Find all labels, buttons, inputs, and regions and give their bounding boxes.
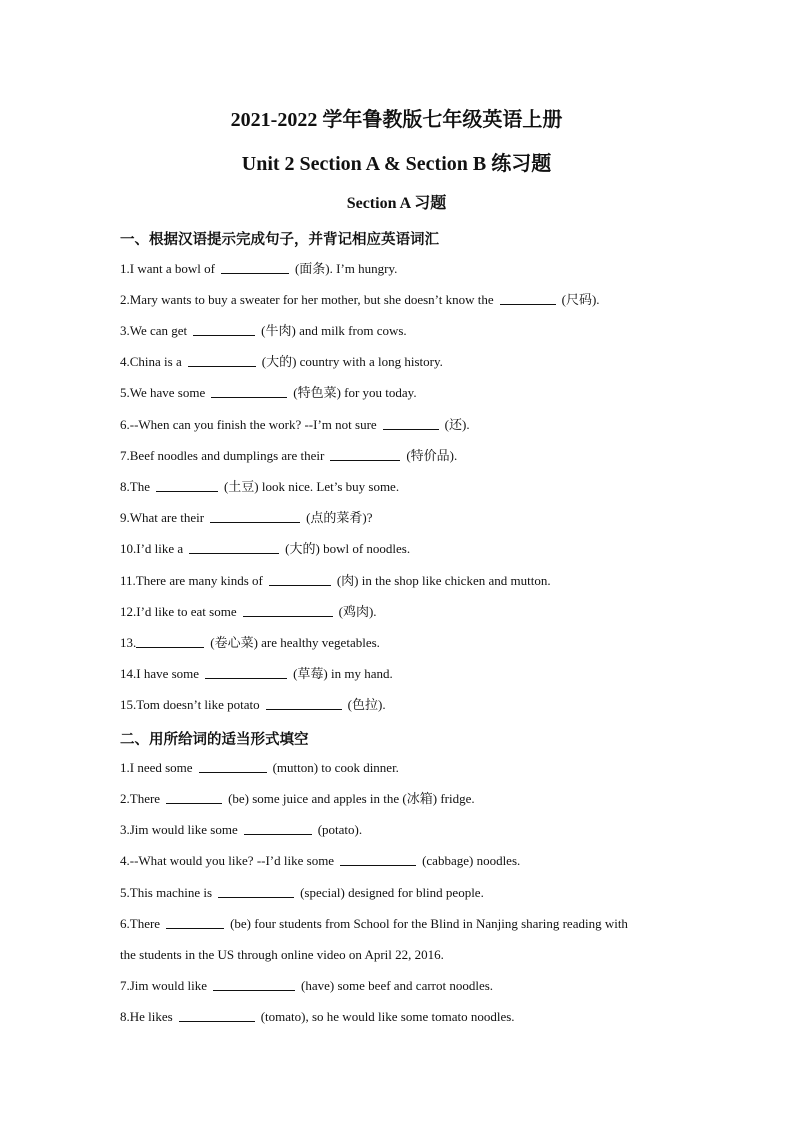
exercise-line: 1.I need some (mutton) to cook dinner. <box>120 760 399 775</box>
exercise-line: 14.I have some (草莓) in my hand. <box>120 666 393 681</box>
answer-blank[interactable] <box>205 677 287 679</box>
part2-heading: 二、用所给词的适当形式填空 <box>120 732 309 748</box>
answer-blank[interactable] <box>211 396 287 398</box>
answer-blank[interactable] <box>269 584 331 586</box>
answer-blank[interactable] <box>210 521 300 523</box>
answer-blank[interactable] <box>221 272 289 274</box>
exercise-line: 4.China is a (大的) country with a long history. <box>120 354 443 369</box>
exercise-line: 6.--When can you finish the work? --I’m not sure (还). <box>120 417 470 432</box>
exercise-line: 8.He likes (tomato), so he would like some tomato noodles. <box>120 1009 515 1024</box>
document-title: 2021-2022 学年鲁教版七年级英语上册 <box>230 109 563 131</box>
part1-heading: 一、根据汉语提示完成句子，并背记相应英语词汇 <box>120 232 439 248</box>
exercise-line: 9.What are their (点的菜肴)? <box>120 510 373 525</box>
exercise-line: 6.There (be) four students from School for the Blind in Nanjing sharing reading with <box>120 916 628 931</box>
answer-blank[interactable] <box>213 989 295 991</box>
exercise-line: 15.Tom doesn’t like potato (色拉). <box>120 697 386 712</box>
exercise-line: 13. (卷心菜) are healthy vegetables. <box>120 635 380 650</box>
section-title: Section A 习题 <box>346 195 447 212</box>
answer-blank[interactable] <box>330 459 400 461</box>
exercise-line: 7.Beef noodles and dumplings are their (特价品). <box>120 448 458 463</box>
exercise-line: 11.There are many kinds of (肉) in the shop like chicken and mutton. <box>120 573 551 588</box>
exercise-line: 5.This machine is (special) designed for blind people. <box>120 885 484 900</box>
exercise-line: 12.I’d like to eat some (鸡肉). <box>120 604 377 619</box>
answer-blank[interactable] <box>500 303 556 305</box>
exercise-line: 5.We have some (特色菜) for you today. <box>120 385 417 400</box>
document-subtitle: Unit 2 Section A & Section B 练习题 <box>241 153 552 175</box>
exercise-line: 3.We can get (牛肉) and milk from cows. <box>120 323 407 338</box>
exercise-line: 4.--What would you like? --I’d like some (cabbage) noodles. <box>120 853 521 868</box>
answer-blank[interactable] <box>340 864 416 866</box>
answer-blank[interactable] <box>383 428 439 430</box>
answer-blank[interactable] <box>244 833 312 835</box>
answer-blank[interactable] <box>136 646 204 648</box>
answer-blank[interactable] <box>199 771 267 773</box>
answer-blank[interactable] <box>266 708 342 710</box>
answer-blank[interactable] <box>166 927 224 929</box>
answer-blank[interactable] <box>188 365 256 367</box>
exercise-line: the students in the US through online video on April 22, 2016. <box>120 947 444 962</box>
answer-blank[interactable] <box>218 896 294 898</box>
answer-blank[interactable] <box>193 334 255 336</box>
answer-blank[interactable] <box>243 615 333 617</box>
answer-blank[interactable] <box>189 552 279 554</box>
answer-blank[interactable] <box>156 490 218 492</box>
exercise-line: 7.Jim would like (have) some beef and carrot noodles. <box>120 978 494 993</box>
exercise-line: 10.I’d like a (大的) bowl of noodles. <box>120 541 411 556</box>
exercise-line: 2.There (be) some juice and apples in the (冰箱) fridge. <box>120 791 475 806</box>
exercise-line: 3.Jim would like some (potato). <box>120 822 363 837</box>
exercise-line: 8.The (土豆) look nice. Let’s buy some. <box>120 479 400 494</box>
answer-blank[interactable] <box>179 1020 255 1022</box>
exercise-line: 1.I want a bowl of (面条). I’m hungry. <box>120 261 398 276</box>
answer-blank[interactable] <box>166 802 222 804</box>
exercise-line: 2.Mary wants to buy a sweater for her mother, but she doesn’t know the (尺码). <box>120 292 600 307</box>
